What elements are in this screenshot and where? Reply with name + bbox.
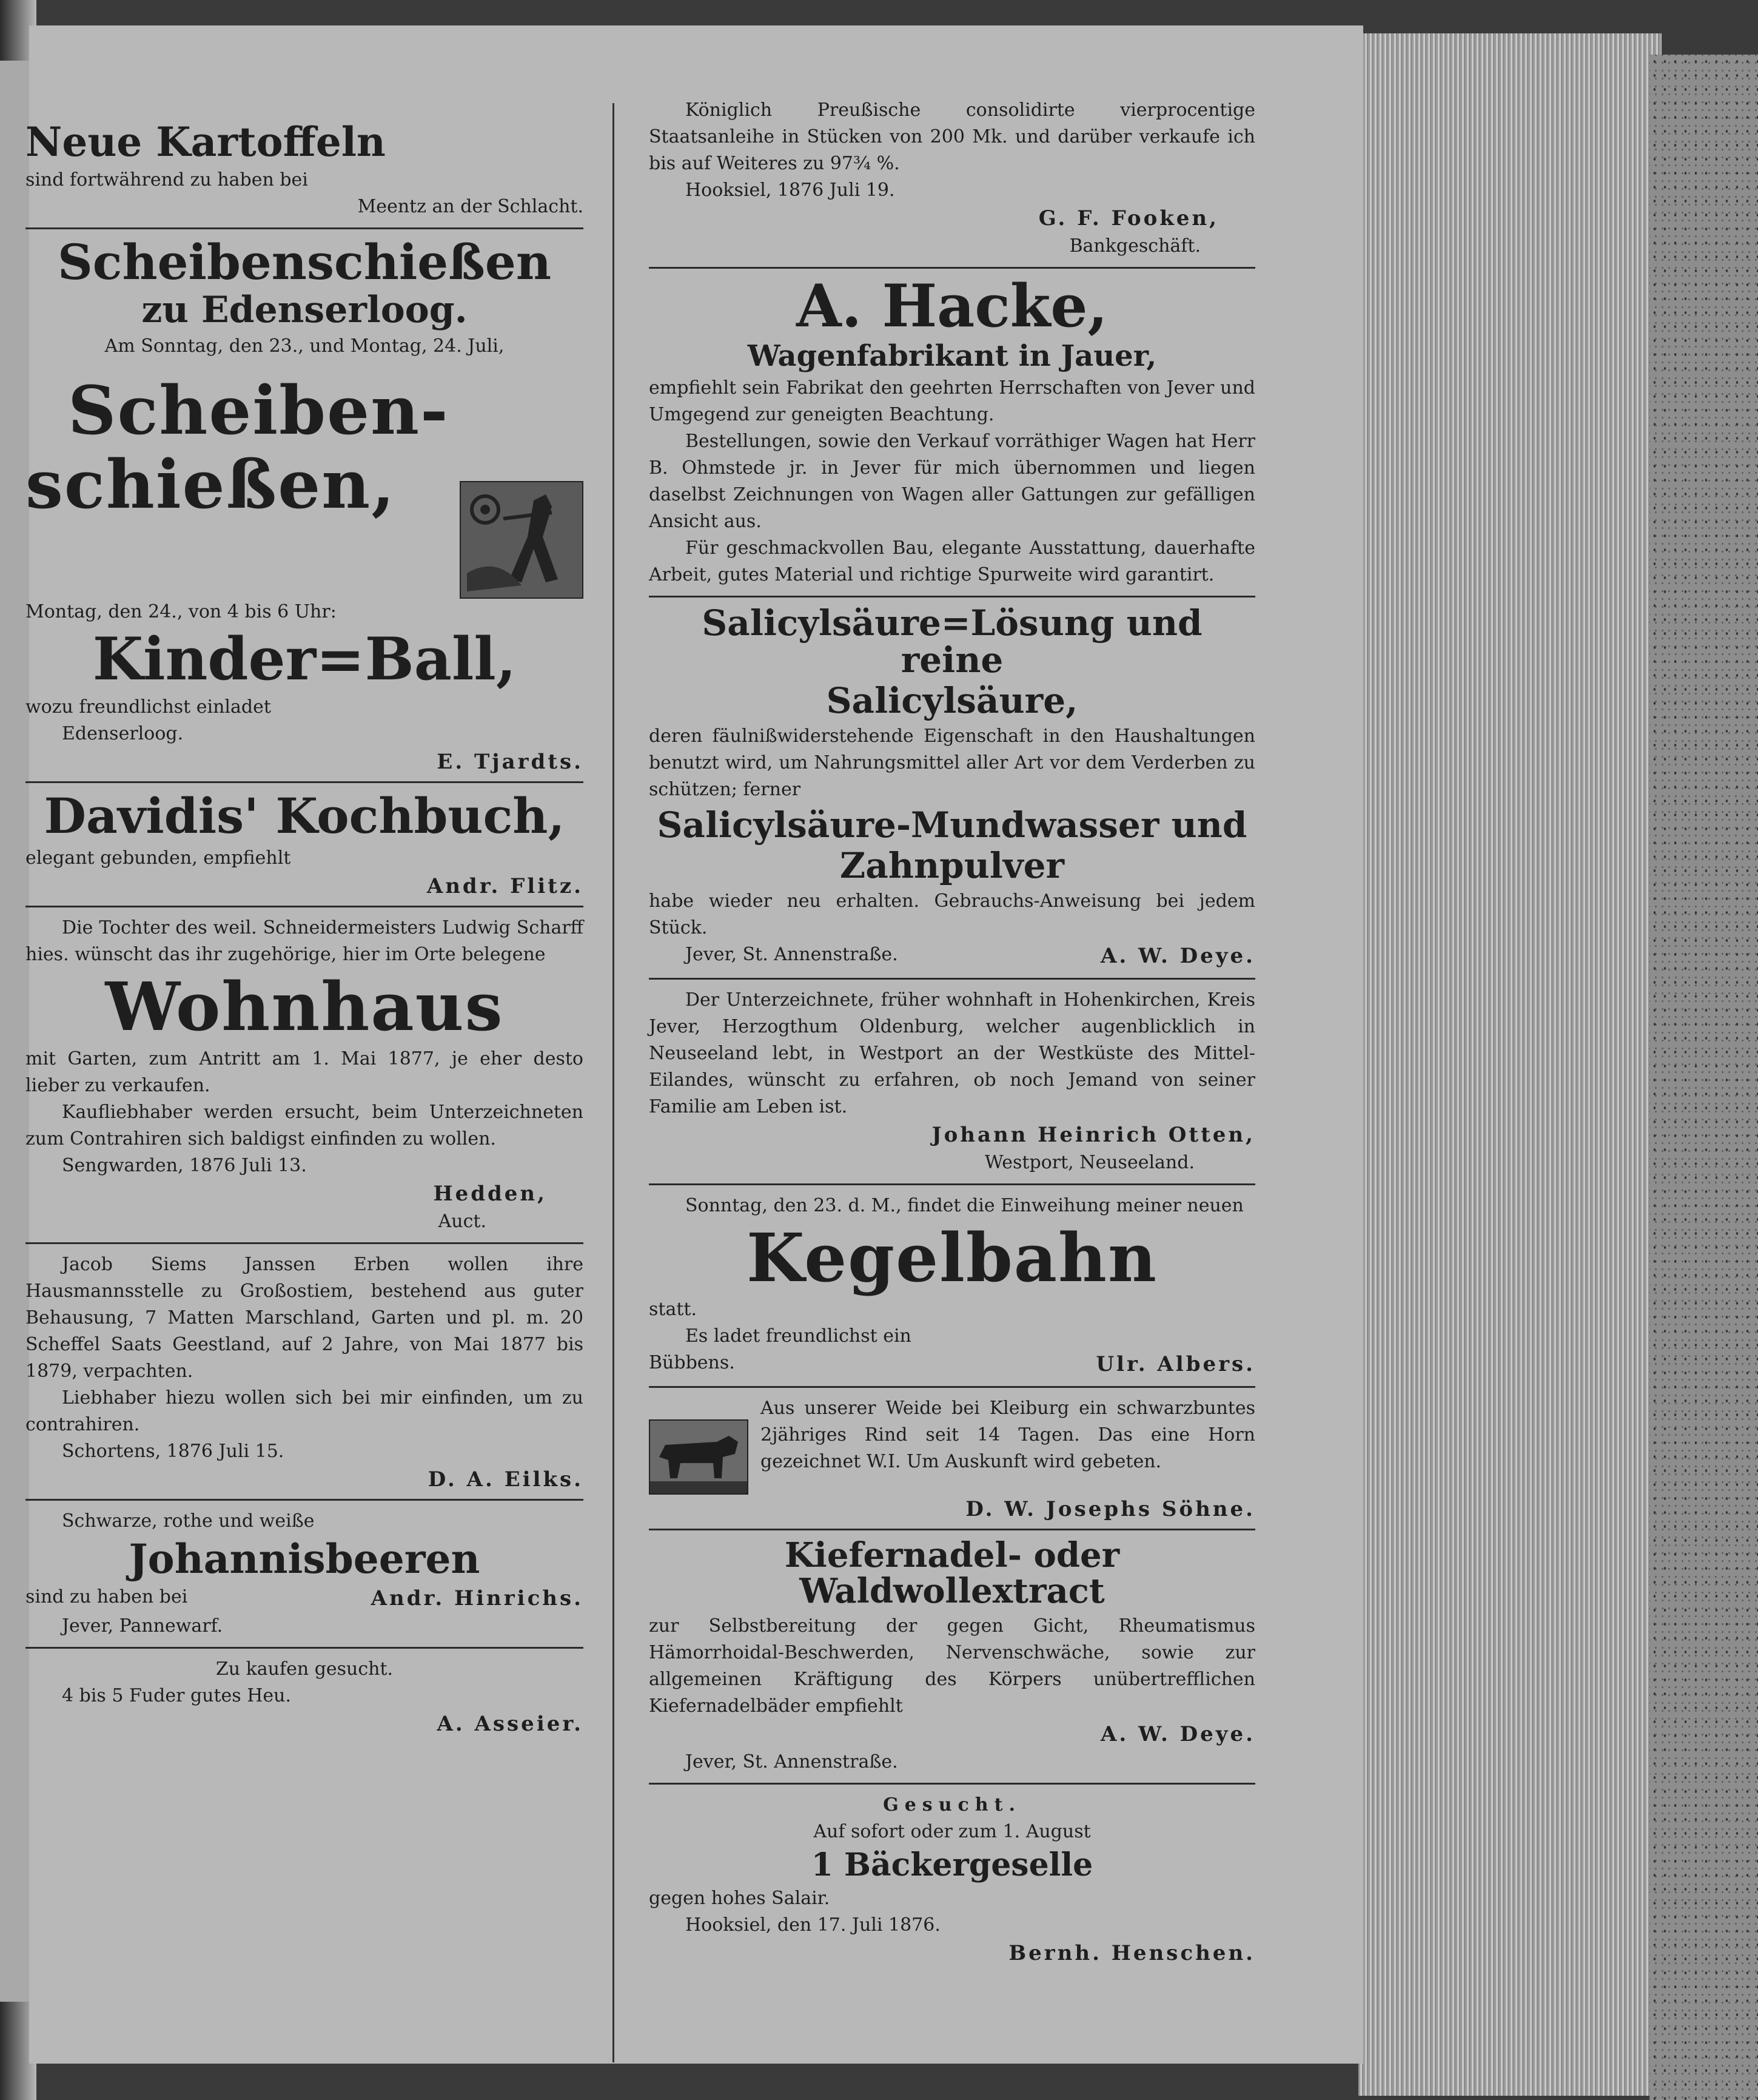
divider: [25, 1499, 583, 1501]
ad-text: statt.: [649, 1299, 697, 1321]
right-column: [649, 55, 1255, 1968]
ad-johannisbeeren: [25, 1508, 583, 1640]
ad-role: Auct.: [438, 1210, 486, 1232]
ad-title: Gesucht.: [883, 1794, 1021, 1816]
ad-row: [649, 1395, 1255, 1495]
ad-title: Salicylsäure=Lösung und reine: [702, 602, 1203, 681]
ad-heading: schießen,: [25, 445, 396, 523]
divider: [649, 596, 1255, 597]
ad-signature: E. Tjardts.: [437, 750, 583, 775]
ad-row: [25, 1584, 583, 1613]
divider: [649, 1183, 1255, 1185]
ad-staatsanleihe: [649, 97, 1255, 260]
ad-text: Königlich Preußische consolidirte vierprocentige Staatsanleihe in Stücken von 200 Mk. und darüber verkaufe ich bis auf Weiteres zu 97¾ %.: [649, 99, 1255, 174]
ad-dates: Am Sonntag, den 23., und Montag, 24. Juli,: [104, 335, 505, 357]
ad-heading: Kinder=Ball,: [92, 625, 517, 694]
ad-heading-block: [25, 372, 449, 523]
left-column: [25, 55, 583, 1738]
ad-text: elegant gebunden, empfiehlt: [25, 847, 291, 869]
divider: [649, 1386, 1255, 1388]
ad-text: sind fortwährend zu haben bei: [25, 169, 308, 191]
ad-signature: A. Asseier.: [437, 1711, 583, 1736]
ad-text: Die Tochter des weil. Schneidermeisters Ludwig Scharff hies. wünscht das ihr zugehörige, hier im Orte belegene: [25, 917, 583, 966]
divider: [25, 781, 583, 783]
previous-page-edge: [0, 61, 29, 2002]
ad-text: Sonntag, den 23. d. M., findet die Einweihung meiner neuen: [685, 1194, 1244, 1216]
ad-title: Neue Kartoffeln: [25, 118, 386, 166]
ad-title: Scheibenschießen: [58, 234, 551, 291]
divider: [25, 1242, 583, 1244]
ad-text: Bestellungen, sowie den Verkauf vorräthiger Wagen hat Herr B. Ohmstede jr. in Jever für mich übernommen und liegen daselbst Zeichnungen von Wagen aller Gattungen zur gefälligen Ansicht aus.: [649, 431, 1255, 533]
ad-place-date: Schortens, 1876 Juli 15.: [62, 1440, 284, 1462]
ad-heading-with-cut: [25, 372, 583, 599]
divider: [25, 906, 583, 907]
ad-kartoffeln: [25, 118, 583, 220]
ad-text: zur Selbstbereitung der gegen Gicht, Rheumatismus Hämorrhoidal-Beschwerden, Nervenschwäche, sowie zur allgemeinen Kräftigung des Körpers unübertrefflichen Kiefernadelbäder empfiehlt: [649, 1615, 1255, 1717]
ad-text: empfiehlt sein Fabrikat den geehrten Herrschaften von Jever und Umgegend zur geneigten Beachtung.: [649, 377, 1255, 426]
ad-text: Aus unserer Weide bei Kleiburg ein schwarzbuntes 2jähriges Rind seit 14 Tagen. Das eine Horn gezeichnet W.I. Um Auskunft wird gebeten.: [760, 1398, 1255, 1473]
ad-place-date: Sengwarden, 1876 Juli 13.: [62, 1154, 307, 1176]
ad-text: gegen hohes Salair.: [649, 1888, 830, 1910]
ad-text: wozu freundlichst einladet: [25, 696, 271, 718]
ad-role: Bankgeschäft.: [1069, 235, 1201, 257]
ad-row: [649, 941, 1255, 971]
divider: [25, 227, 583, 229]
ad-place: Jever, St. Annenstraße.: [685, 943, 898, 965]
ad-place-date: Hooksiel, 1876 Juli 19.: [685, 180, 895, 201]
ad-text: Auf sofort oder zum 1. August: [813, 1820, 1091, 1842]
ad-text: deren fäulnißwiderstehende Eigenschaft in den Haushaltungen benutzt wird, um Nahrungsmittel aller Art vor dem Verderben zu schützen; ferner: [649, 725, 1255, 800]
ad-signature: Johann Heinrich Otten,: [931, 1122, 1255, 1147]
column-rule: [612, 103, 614, 2062]
ad-salicylsaeure: [649, 602, 1255, 970]
ad-place: Bübbens.: [649, 1352, 735, 1374]
ad-verpachtung: [25, 1251, 583, 1492]
ad-text: Edenserloog.: [62, 723, 184, 745]
ad-title: Salicylsäure,: [826, 679, 1078, 721]
ad-time: Montag, den 24., von 4 bis 6 Uhr:: [25, 601, 337, 623]
ad-place-date: Hooksiel, den 17. Juli 1876.: [685, 1914, 941, 1936]
ad-hacke: [649, 272, 1255, 588]
divider: [649, 1783, 1255, 1785]
ad-wohnhaus: [25, 915, 583, 1235]
ad-heu: [25, 1656, 583, 1736]
ad-rind: [649, 1395, 1255, 1521]
ad-signature: Bernh. Henschen.: [1008, 1941, 1255, 1966]
ad-text: 4 bis 5 Fuder gutes Heu.: [62, 1684, 291, 1706]
ad-place: Jever, Pannewarf.: [62, 1615, 223, 1637]
divider: [25, 1647, 583, 1649]
ad-text: mit Garten, zum Antritt am 1. Mai 1877, je eher desto lieber zu verkaufen.: [25, 1048, 583, 1096]
divider: [649, 267, 1255, 269]
divider: [649, 978, 1255, 980]
marksman-woodcut-icon: [460, 481, 583, 599]
ad-title: Salicylsäure-Mundwasser und: [657, 804, 1247, 846]
ad-heading: Scheiben-: [68, 371, 449, 450]
ad-title: Davidis' Kochbuch,: [44, 787, 565, 845]
ad-text: habe wieder neu erhalten. Gebrauchs-Anweisung bei jedem Stück.: [649, 890, 1255, 938]
ad-text: Kaufliebhaber werden ersucht, beim Unterzeichneten zum Contrahiren sich baldigst einfinden zu wollen.: [25, 1101, 583, 1149]
ad-subtitle: Wagenfabrikant in Jauer,: [747, 338, 1157, 373]
ad-text: sind zu haben bei: [25, 1586, 188, 1607]
ad-kegelbahn: [649, 1193, 1255, 1379]
marbled-cover-board: [1649, 55, 1758, 2100]
page-edges: [1358, 33, 1662, 2096]
ad-text: Liebhaber hiezu wollen sich bei mir einfinden, um zu contrahiren.: [25, 1387, 583, 1435]
ad-text: Jacob Siems Janssen Erben wollen ihre Hausmannsstelle zu Großostiem, bestehend aus guter Behausung, 7 Matten Marschland, Garten und pl. m. 20 Scheffel Saats Geestland, auf 2 Jahre, von Mai 1877 bis 1879, verpachten.: [25, 1253, 583, 1382]
ad-place: Jever, St. Annenstraße.: [685, 1751, 898, 1772]
ad-kiefernadel: [649, 1535, 1255, 1775]
ad-title: 1 Bäckergeselle: [811, 1846, 1093, 1883]
ad-signature: Ulr. Albers.: [1096, 1352, 1255, 1377]
ad-signature: Andr. Flitz.: [426, 874, 583, 899]
ad-otten: [649, 987, 1255, 1176]
ad-subtitle: zu Edenserloog.: [141, 289, 468, 332]
ad-title: Kegelbahn: [746, 1218, 1158, 1297]
ad-title: Zu kaufen gesucht.: [215, 1658, 394, 1680]
ad-text: Der Unterzeichnete, früher wohnhaft in Hohenkirchen, Kreis Jever, Herzogthum Oldenburg, welcher augenblicklich in Neuseeland lebt, in Westport an der Westküste des Mittel-Eilandes, wünscht zu erfahren, ob noch Jemand von seiner Familie am Leben ist.: [649, 989, 1255, 1117]
ad-title: Wohnhaus: [105, 968, 504, 1046]
ad-title: Zahnpulver: [839, 844, 1065, 886]
ad-signature: G. F. Fooken,: [1038, 206, 1219, 231]
ad-text: Es ladet freundlichst ein: [685, 1325, 911, 1347]
ad-kochbuch: [25, 787, 583, 899]
ad-signature: D. W. Josephs Söhne.: [965, 1497, 1255, 1522]
ad-title: Kiefernadel- oder Waldwollextract: [784, 1535, 1120, 1611]
ad-title: A. Hacke,: [796, 272, 1108, 340]
ad-text: Schwarze, rothe und weiße: [62, 1510, 315, 1532]
ad-title: Johannisbeeren: [129, 1535, 480, 1583]
divider: [649, 1529, 1255, 1530]
ad-signature: A. W. Deye.: [1101, 943, 1255, 968]
ad-signature: A. W. Deye.: [1101, 1721, 1255, 1746]
cow-woodcut-icon: [649, 1419, 748, 1495]
ad-baeckergeselle: [649, 1792, 1255, 1966]
ad-place: Westport, Neuseeland.: [984, 1151, 1195, 1173]
ad-signature: Meentz an der Schlacht.: [357, 196, 583, 218]
ad-signature: D. A. Eilks.: [428, 1467, 583, 1492]
ad-signature: Andr. Hinrichs.: [371, 1586, 583, 1610]
ad-text: Für geschmackvollen Bau, elegante Ausstattung, dauerhafte Arbeit, gutes Material und richtige Spurweite wird garantirt.: [649, 537, 1255, 586]
ad-signature: Hedden,: [433, 1181, 547, 1206]
ad-row: [649, 1350, 1255, 1379]
ad-scheibenschiessen: [25, 234, 583, 775]
